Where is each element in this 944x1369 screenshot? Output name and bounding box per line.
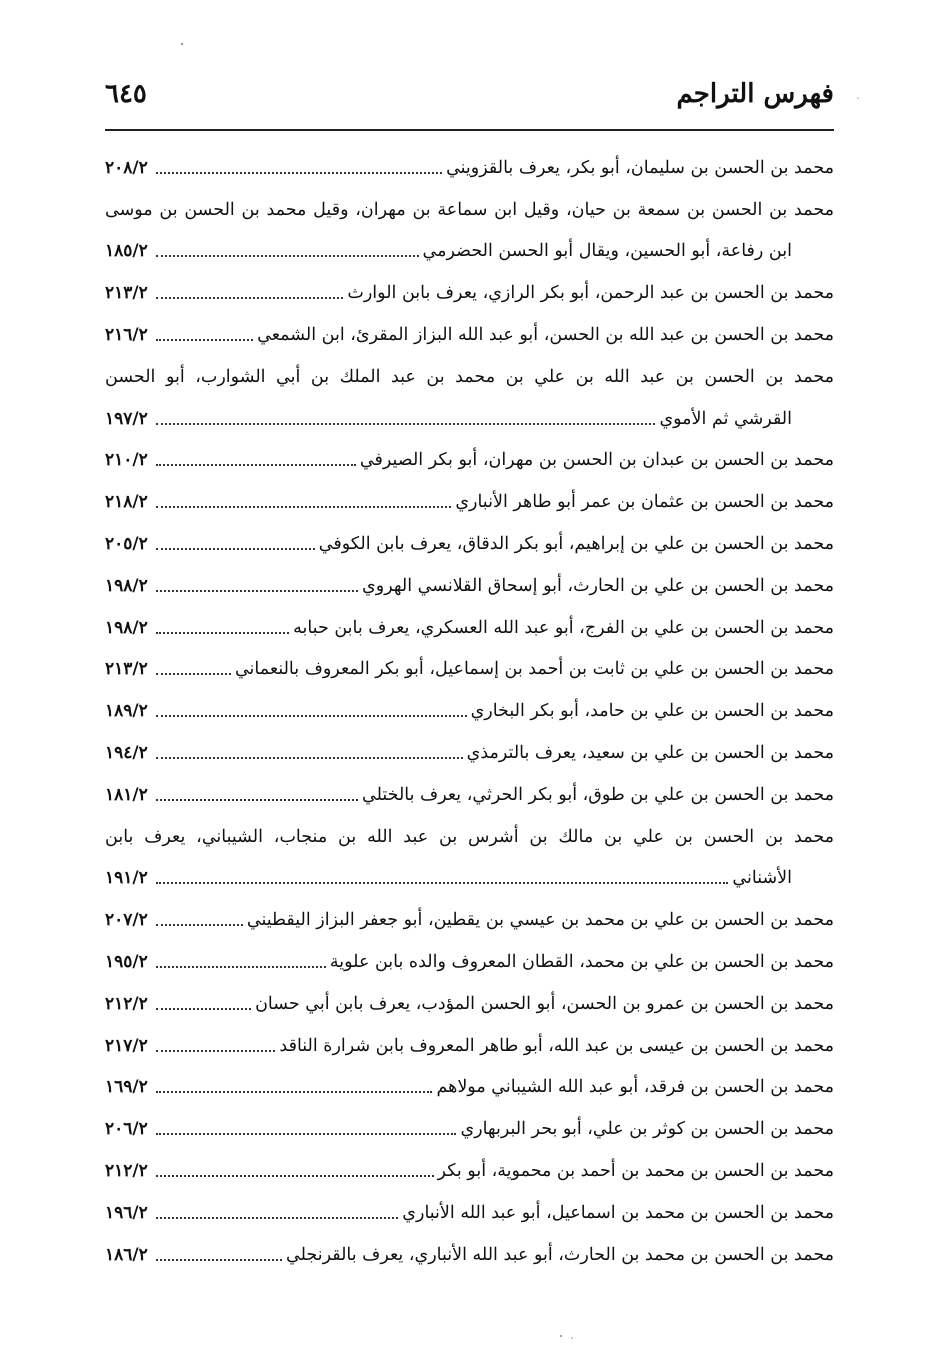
entry-page-reference: ٢١٣/٢ — [105, 283, 148, 304]
dot-leader — [156, 715, 467, 717]
page-header — [105, 72, 834, 122]
entry-name: محمد بن الحسن بن علي بن مالك بن أشرس بن عبد الله بن منجاب، الشيباني، يعرف بابن — [105, 826, 834, 847]
entry-page-reference: ١٩٧/٢ — [105, 408, 148, 429]
index-entry — [105, 1025, 834, 1067]
dot-leader — [156, 506, 452, 508]
entry-name: محمد بن الحسن بن محمد بن أحمد بن محموية، أبو بكر — [437, 1161, 834, 1182]
dot-leader — [156, 632, 289, 634]
index-entry — [105, 1150, 834, 1192]
entry-page-reference: ١٩٤/٢ — [105, 743, 148, 764]
index-entry — [105, 1234, 834, 1276]
index-entry — [105, 314, 834, 356]
dot-leader — [156, 1008, 251, 1010]
entry-name: القرشي ثم الأموي — [659, 408, 792, 429]
index-entry — [105, 398, 834, 440]
dot-leader — [156, 1050, 276, 1052]
entry-name: محمد بن الحسن بن علي بن محمد بن عيسي بن يقطين، أبو جعفر البزاز اليقطيني — [246, 910, 834, 931]
entry-name: ابن رفاعة، أبو الحسين، ويقال أبو الحسن الحضرمي — [422, 241, 792, 262]
page-number: ٦٤٥ — [105, 79, 147, 109]
entry-page-reference: ٢١٢/٢ — [105, 1161, 148, 1182]
dot-leader — [156, 966, 326, 968]
entry-name: محمد بن الحسن بن علي بن طوق، أبو بكر الحرثي، يعرف بالختلي — [362, 784, 834, 805]
entry-name: محمد بن الحسن بن علي بن محمد، القطان المعروف والده بابن علوية — [329, 952, 834, 973]
entry-name: محمد بن الحسن بن علي بن إبراهيم، أبو بكر الدقاق، يعرف بابن الكوفي — [318, 534, 834, 555]
index-entry — [105, 899, 834, 941]
index-entry — [105, 983, 834, 1025]
dot-leader — [156, 882, 729, 884]
index-entry — [105, 607, 834, 649]
entry-name: محمد بن الحسن بن عيسى بن عبد الله، أبو طاهر المعروف بابن شرارة الناقد — [279, 1035, 834, 1056]
entry-name: محمد بن الحسن بن عبد الرحمن، أبو بكر الرازي، يعرف بابن الوارث — [347, 283, 834, 304]
entry-page-reference: ٢١٧/٢ — [105, 1035, 148, 1056]
entry-name: محمد بن الحسن بن عثمان بن عمر أبو طاهر الأنباري — [455, 492, 834, 513]
entry-page-reference: ٢٠٦/٢ — [105, 1119, 148, 1140]
dot-leader — [156, 1217, 399, 1219]
entry-name: الأشناني — [732, 868, 792, 889]
entry-name: محمد بن الحسن بن عبد الله بن الحسن، أبو عبد الله البزاز المقرئ، ابن الشمعي — [257, 325, 834, 346]
entry-page-reference: ١٩٨/٢ — [105, 575, 148, 596]
index-entry — [105, 1067, 834, 1109]
entry-name: محمد بن الحسن بن عبد الله بن علي بن محمد بن عبد الملك بن أبي الشوارب، أبو الحسن — [105, 366, 834, 387]
index-entry — [105, 1192, 834, 1234]
entry-name: محمد بن الحسن بن محمد بن اسماعيل، أبو عبد الله الأنباري — [402, 1202, 834, 1223]
index-entry — [105, 690, 834, 732]
entry-page-reference: ٢١٨/٢ — [105, 492, 148, 513]
index-entry — [105, 189, 834, 231]
entry-name: محمد بن الحسن بن كوثر بن علي، أبو بحر البربهاري — [460, 1119, 834, 1140]
entry-page-reference: ٢١٠/٢ — [105, 450, 148, 471]
dot-leader — [156, 590, 358, 592]
entry-page-reference: ١٨٩/٢ — [105, 701, 148, 722]
index-entry — [105, 565, 834, 607]
entry-page-reference: ١٩٨/٢ — [105, 617, 148, 638]
page-title: فهرس التراجم — [676, 79, 834, 109]
index-entry — [105, 816, 834, 858]
dot-leader — [156, 1175, 434, 1177]
entry-page-reference: ٢١٣/٢ — [105, 659, 148, 680]
entry-page-reference: ٢٠٥/٢ — [105, 534, 148, 555]
dot-leader — [156, 757, 463, 759]
dot-leader — [156, 297, 344, 299]
index-entry — [105, 523, 834, 565]
dot-leader — [156, 172, 442, 174]
dot-leader — [156, 673, 231, 675]
entry-page-reference: ٢١٢/٢ — [105, 993, 148, 1014]
index-entry — [105, 272, 834, 314]
entry-page-reference: ١٩٥/٢ — [105, 952, 148, 973]
index-entry — [105, 649, 834, 691]
index-entry — [105, 1108, 834, 1150]
dot-leader — [156, 924, 243, 926]
dot-leader — [156, 423, 656, 425]
entry-name: محمد بن الحسن بن عبدان بن الحسن بن مهران، أبو بكر الصيرفي — [359, 450, 834, 471]
entry-page-reference: ٢٠٧/٢ — [105, 910, 148, 931]
entry-page-reference: ١٩٦/٢ — [105, 1202, 148, 1223]
dot-leader — [156, 464, 356, 466]
entry-name: محمد بن الحسن بن علي بن ثابت بن أحمد بن إسماعيل، أبو بكر المعروف بالنعماني — [234, 659, 834, 680]
dot-leader — [156, 255, 419, 257]
entry-page-reference: ١٨٥/٢ — [105, 241, 148, 262]
dot-leader — [156, 339, 253, 341]
dot-leader — [156, 1091, 433, 1093]
entry-name: محمد بن الحسن بن علي بن سعيد، يعرف بالترمذي — [466, 743, 834, 764]
dot-leader — [156, 1259, 282, 1261]
entry-name: محمد بن الحسن بن فرقد، أبو عبد الله الشيباني مولاهم — [436, 1077, 834, 1098]
entry-name: محمد بن الحسن بن عمرو بن الحسن، أبو الحسن المؤدب، يعرف بابن أبي حسان — [255, 993, 834, 1014]
entry-name: محمد بن الحسن بن سمعة بن حيان، وقيل ابن سماعة بن مهران، وقيل محمد بن الحسن بن موسى — [105, 199, 834, 220]
index-entry — [105, 732, 834, 774]
index-entry — [105, 941, 834, 983]
index-entry — [105, 774, 834, 816]
index-entry — [105, 858, 834, 900]
index-entry — [105, 356, 834, 398]
index-entry — [105, 481, 834, 523]
entry-page-reference: ٢١٦/٢ — [105, 325, 148, 346]
entry-name: محمد بن الحسن بن سليمان، أبو بكر، يعرف بالقزويني — [446, 157, 834, 178]
header-divider — [105, 129, 834, 131]
index-entry — [105, 147, 834, 189]
entry-name: محمد بن الحسن بن علي بن الحارث، أبو إسحاق القلانسي الهروي — [362, 575, 834, 596]
entry-page-reference: ١٨١/٢ — [105, 784, 148, 805]
index-entry — [105, 231, 834, 273]
dot-leader — [156, 1133, 457, 1135]
entry-name: محمد بن الحسن بن علي بن حامد، أبو بكر البخاري — [470, 701, 834, 722]
dot-leader — [156, 548, 315, 550]
entry-page-reference: ١٦٩/٢ — [105, 1077, 148, 1098]
entry-name: محمد بن الحسن بن علي بن الفرج، أبو عبد الله العسكري، يعرف بابن حبابه — [293, 617, 834, 638]
entry-name: محمد بن الحسن بن محمد بن الحارث، أبو عبد الله الأنباري، يعرف بالقرنجلي — [286, 1244, 834, 1265]
biography-index-list — [105, 147, 834, 1276]
entry-page-reference: ٢٠٨/٢ — [105, 157, 148, 178]
entry-page-reference: ١٨٦/٢ — [105, 1244, 148, 1265]
index-entry — [105, 440, 834, 482]
dot-leader — [156, 799, 358, 801]
entry-page-reference: ١٩١/٢ — [105, 868, 148, 889]
